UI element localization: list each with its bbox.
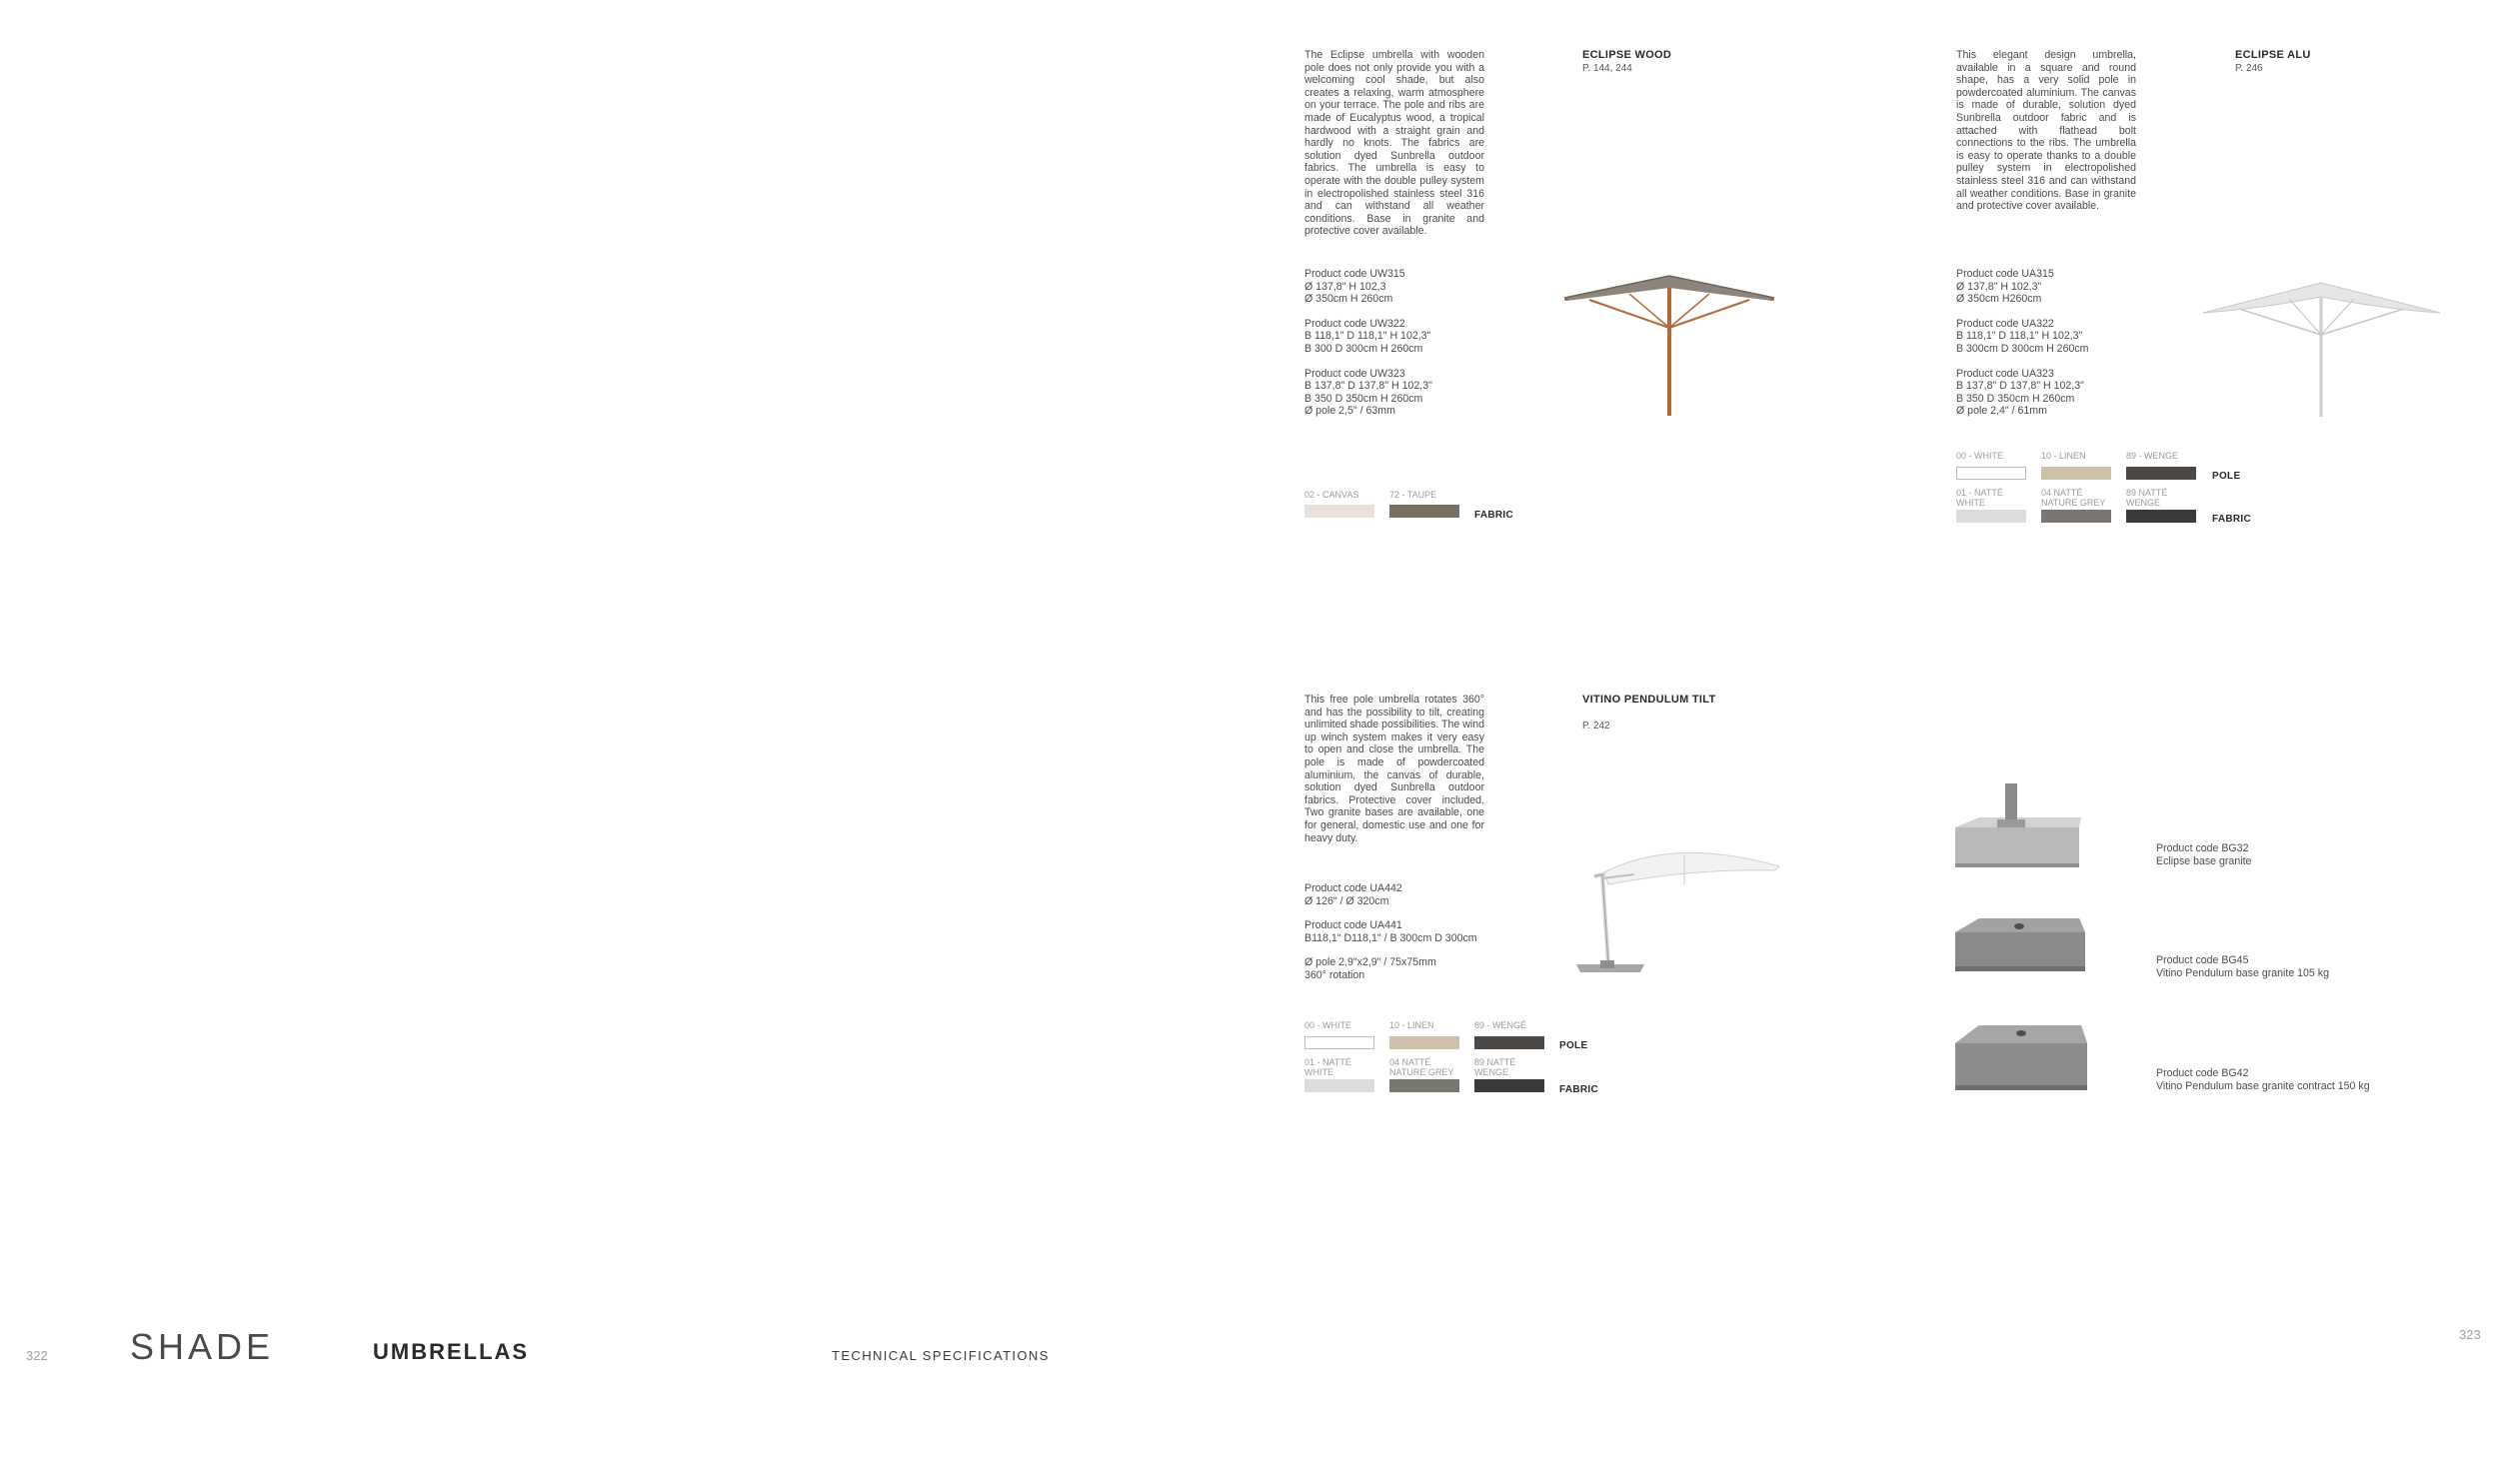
code-line: Product code UW323 <box>1304 367 1405 380</box>
swatch-taupe <box>1389 505 1459 518</box>
eclipse-wood-description: The Eclipse umbrella with wooden pole does not only provide you with a welcoming cool shade, but also creates a relaxing, warm atmosphere on your terrace. The pole and ribs are made of Eucalyptus wood, a tropical hardwood with a straight grain and hardly no knots. The fabrics are solution dyed Sunbrella outdoor fabrics. The umbrella is easy to operate with the double pulley system in electropolished stainless steel 316 and can withstand all weather conditions. Base in granite and protective cover available. <box>1304 49 1484 238</box>
eclipse-wood-pages: P. 144, 244 <box>1582 63 1632 74</box>
swatch-label: 02 - CANVAS <box>1304 490 1359 500</box>
swatch-label: 89 NATTÉ WENGE <box>2126 488 2168 508</box>
eclipse-wood-heading <box>1582 49 1671 74</box>
code-line: Product code UW322 <box>1304 317 1405 330</box>
code-line: Ø pole 2,5" / 63mm <box>1304 405 1395 418</box>
base-code: Product code BG45 <box>2156 954 2249 966</box>
eclipse-alu-codes <box>1956 268 2088 430</box>
eclipse-alu-description: This elegant design umbrella, available in a square and round shape, has a very solid pole in powdercoated aluminium. The canvas is made of durable, solution dyed Sunbrella outdoor fabric and is attached with flathead bolt connections to the ribs. The umbrella is easy to operate thanks to a double pulley system in electropolished stainless steel 316 and can withstand all weather conditions. Base in granite and protective cover available. <box>1956 49 2136 213</box>
code-line: Ø 126" / Ø 320cm <box>1304 894 1389 907</box>
vitino-title: VITINO PENDULUM TILT <box>1582 694 1716 706</box>
swatch-label: 01 - NATTÉ WHITE <box>1956 488 2003 508</box>
swatch-linen <box>1389 1036 1459 1049</box>
swatch-label: 89 - WENGÉ <box>1474 1020 1527 1030</box>
pole-tag: POLE <box>1559 1040 1588 1051</box>
base-bg45-text <box>2156 954 2329 979</box>
eclipse-alu-title: ECLIPSE ALU <box>2235 49 2311 61</box>
eclipse-wood-umbrella-image <box>1554 268 1784 418</box>
code-line: B 118,1" D 118,1" H 102,3" <box>1956 330 2083 343</box>
code-line: Product code UA315 <box>1956 268 2054 280</box>
base-bg42-text <box>2156 1067 2370 1092</box>
swatch-natte-white <box>1956 510 2026 523</box>
base-bg32-image <box>1949 779 2089 874</box>
code-line: B118,1" D118,1" / B 300cm D 300cm <box>1304 931 1477 944</box>
swatch-label: 00 - WHITE <box>1956 451 2004 461</box>
page-number-left: 322 <box>26 1348 48 1363</box>
code-line: Ø 350cm H260cm <box>1956 293 2042 306</box>
swatch-natte-grey <box>2041 510 2111 523</box>
swatch-label: 72 - TAUPE <box>1389 490 1437 500</box>
eclipse-alu-pages: P. 246 <box>2235 63 2263 74</box>
swatch-wenge <box>2126 467 2196 480</box>
swatch-label: 04 NATTÉ NATURE GREY <box>1389 1057 1454 1077</box>
technical-specifications-label: TECHNICAL SPECIFICATIONS <box>832 1348 1050 1363</box>
code-line: B 118,1" D 118,1" H 102,3" <box>1304 330 1431 343</box>
vitino-description: This free pole umbrella rotates 360° and has the possibility to tilt, creating unlimited shade possibilities. The wind up winch system makes it very easy to open and close the umbrella. The pole is made of powdercoated aluminium, the canvas of durable, solution dyed Sunbrella outdoor fabrics. Protective cover included. Two granite bases are available, one for general, domestic use and one for heavy duty. <box>1304 694 1484 844</box>
code-line: Product code UA442 <box>1304 882 1402 894</box>
swatch-natte-white <box>1304 1079 1374 1092</box>
code-line: Ø pole 2,9"x2,9" / 75x75mm <box>1304 956 1436 969</box>
swatch-label: 10 - LINEN <box>1389 1020 1434 1030</box>
code-line: B 350 D 350cm H 260cm <box>1956 392 2075 405</box>
code-line: B 137,8" D 137,8" H 102,3" <box>1304 380 1432 393</box>
eclipse-alu-heading <box>2235 49 2311 74</box>
code-line: B 300 D 300cm H 260cm <box>1304 342 1423 355</box>
page-number-right: 323 <box>2459 1327 2481 1342</box>
eclipse-wood-codes <box>1304 268 1432 430</box>
code-line: B 300cm D 300cm H 260cm <box>1956 342 2089 355</box>
fabric-tag: FABRIC <box>1559 1084 1599 1095</box>
code-line: Product code UA441 <box>1304 919 1402 932</box>
swatch-label: 89 - WENGE <box>2126 451 2179 461</box>
swatch-natte-grey <box>1389 1079 1459 1092</box>
code-line: 360° rotation <box>1304 968 1365 981</box>
base-desc: Eclipse base granite <box>2156 854 2252 867</box>
vitino-codes <box>1304 882 1477 994</box>
base-bg42-image <box>1949 1019 2094 1099</box>
swatch-label: 89 NATTÉ WENGE <box>1474 1057 1516 1077</box>
swatch-white <box>1304 1036 1374 1049</box>
swatch-label: 04 NATTÉ NATURE GREY <box>2041 488 2106 508</box>
vitino-heading <box>1582 694 1716 732</box>
code-line: Ø 137,8" H 102,3 <box>1304 280 1386 293</box>
code-line: Ø pole 2,4" / 61mm <box>1956 405 2047 418</box>
category-title: UMBRELLAS <box>373 1339 530 1364</box>
base-desc: Vitino Pendulum base granite 105 kg <box>2156 966 2329 979</box>
section-title: SHADE <box>130 1326 275 1367</box>
code-line: Ø 350cm H 260cm <box>1304 293 1393 306</box>
swatch-label: 00 - WHITE <box>1304 1020 1352 1030</box>
base-bg32-text <box>2156 842 2251 867</box>
base-code: Product code BG32 <box>2156 842 2249 854</box>
base-code: Product code BG42 <box>2156 1067 2249 1079</box>
base-desc: Vitino Pendulum base granite contract 150 kg <box>2156 1079 2370 1092</box>
code-line: B 137,8" D 137,8" H 102,3" <box>1956 380 2084 393</box>
eclipse-alu-umbrella-image <box>2199 275 2444 420</box>
base-bg45-image <box>1949 914 2089 984</box>
vitino-umbrella-image <box>1564 834 1789 979</box>
swatch-canvas <box>1304 505 1374 518</box>
fabric-tag: FABRIC <box>1474 510 1514 521</box>
swatch-label: 01 - NATTÉ WHITE <box>1304 1057 1351 1077</box>
swatch-natte-wenge <box>2126 510 2196 523</box>
swatch-linen <box>2041 467 2111 480</box>
eclipse-wood-title: ECLIPSE WOOD <box>1582 49 1672 61</box>
swatch-natte-wenge <box>1474 1079 1544 1092</box>
fabric-tag: FABRIC <box>2212 514 2252 525</box>
code-line: B 350 D 350cm H 260cm <box>1304 392 1423 405</box>
swatch-wenge <box>1474 1036 1544 1049</box>
swatch-label: 10 - LINEN <box>2041 451 2086 461</box>
pole-tag: POLE <box>2212 471 2241 482</box>
vitino-pages: P. 242 <box>1582 721 1610 732</box>
code-line: Product code UW315 <box>1304 268 1405 280</box>
code-line: Product code UA323 <box>1956 367 2054 380</box>
swatch-white <box>1956 467 2026 480</box>
code-line: Product code UA322 <box>1956 317 2054 330</box>
code-line: Ø 137,8" H 102,3" <box>1956 280 2042 293</box>
